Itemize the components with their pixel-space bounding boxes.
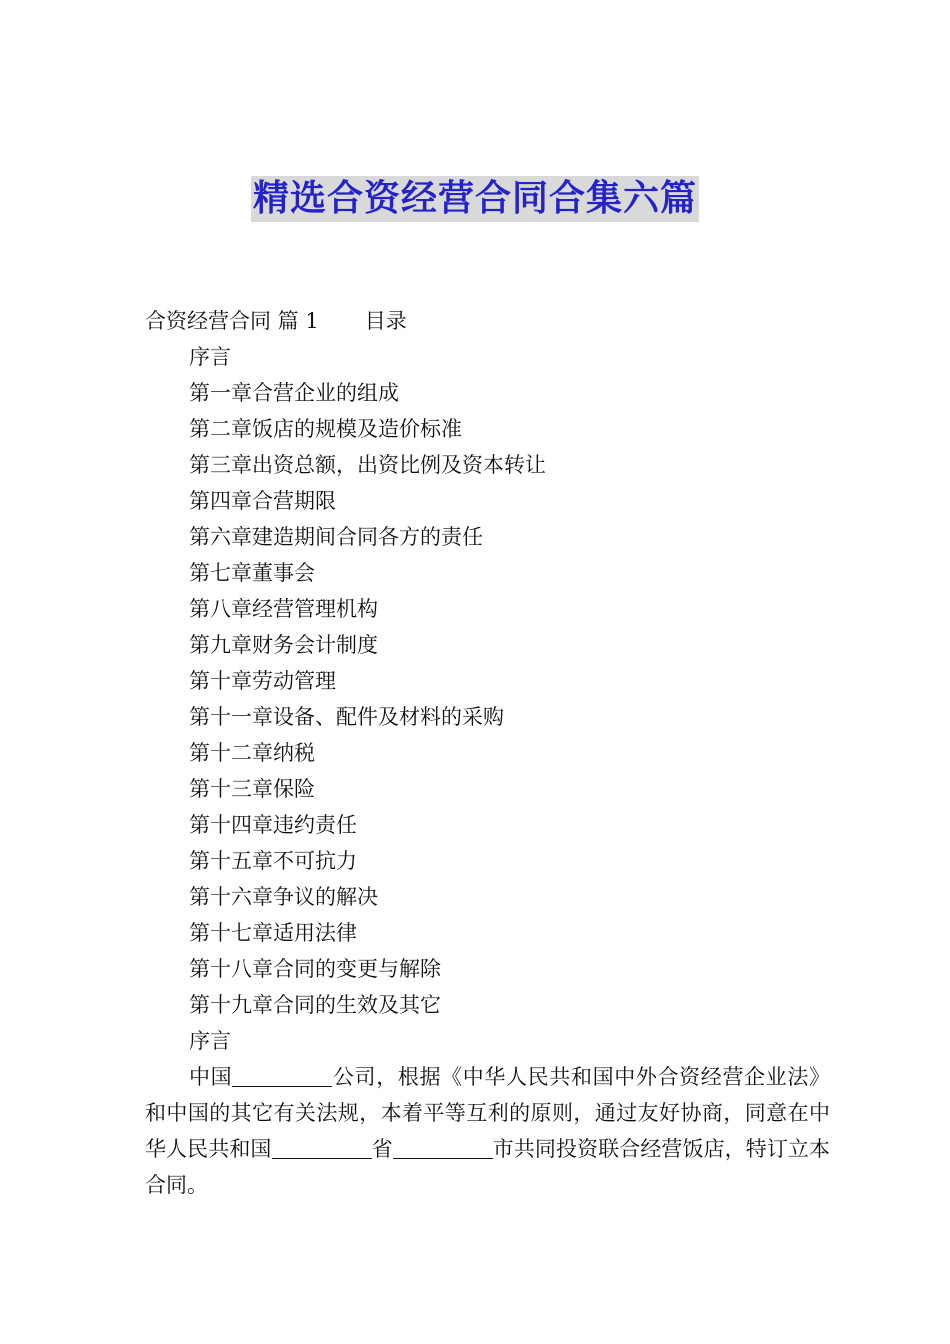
toc-item: 第二章饭店的规模及造价标准 bbox=[189, 417, 462, 441]
preface-text-3: 省 bbox=[371, 1137, 393, 1161]
toc-item: 第十九章合同的生效及其它 bbox=[189, 993, 441, 1017]
blank-line bbox=[232, 1064, 332, 1087]
document-body bbox=[145, 303, 830, 1203]
document-title-text: 精选合资经营合同合集六篇 bbox=[251, 176, 699, 222]
toc-item: 第三章出资总额，出资比例及资本转让 bbox=[189, 453, 546, 477]
blank-line bbox=[272, 1136, 372, 1159]
toc-item: 第十六章争议的解决 bbox=[189, 885, 378, 909]
toc-item: 第九章财务会计制度 bbox=[189, 633, 378, 657]
blank-line bbox=[393, 1136, 493, 1159]
toc-item: 第十章劳动管理 bbox=[189, 669, 336, 693]
toc-item: 第四章合营期限 bbox=[189, 489, 336, 513]
preface-paragraph bbox=[145, 1059, 830, 1203]
preface-heading: 序言 bbox=[189, 1029, 231, 1053]
toc-item: 第十七章适用法律 bbox=[189, 921, 357, 945]
preface-text-4: 市共同投资联合经营饭店，特订立本合同。 bbox=[145, 1137, 831, 1197]
toc-item: 第十八章合同的变更与解除 bbox=[189, 957, 441, 981]
toc-item: 第十二章纳税 bbox=[189, 741, 315, 765]
toc-item: 第六章建造期间合同各方的责任 bbox=[189, 525, 483, 549]
toc-item: 第十四章违约责任 bbox=[189, 813, 357, 837]
document-title bbox=[0, 176, 950, 222]
toc-item: 第七章董事会 bbox=[189, 561, 315, 585]
toc-item: 第十三章保险 bbox=[189, 777, 315, 801]
section-heading-line bbox=[145, 303, 830, 339]
toc-item: 序言 bbox=[189, 345, 231, 369]
toc-item: 第一章合营企业的组成 bbox=[189, 381, 399, 405]
section-heading: 合资经营合同 篇 1 bbox=[145, 309, 319, 333]
table-of-contents bbox=[145, 339, 830, 1023]
toc-heading: 目录 bbox=[364, 309, 407, 333]
preface-text-1: 中国 bbox=[189, 1065, 233, 1089]
toc-item: 第八章经营管理机构 bbox=[189, 597, 378, 621]
toc-item: 第十一章设备、配件及材料的采购 bbox=[189, 705, 504, 729]
toc-item: 第十五章不可抗力 bbox=[189, 849, 357, 873]
preface-text-2: 公司，根据《中华人民共和国中外合资经营企业法》和中国的其它有关法规，本着平等互利的原则，通过友好协商，同意在中华人民共和国 bbox=[145, 1065, 830, 1161]
